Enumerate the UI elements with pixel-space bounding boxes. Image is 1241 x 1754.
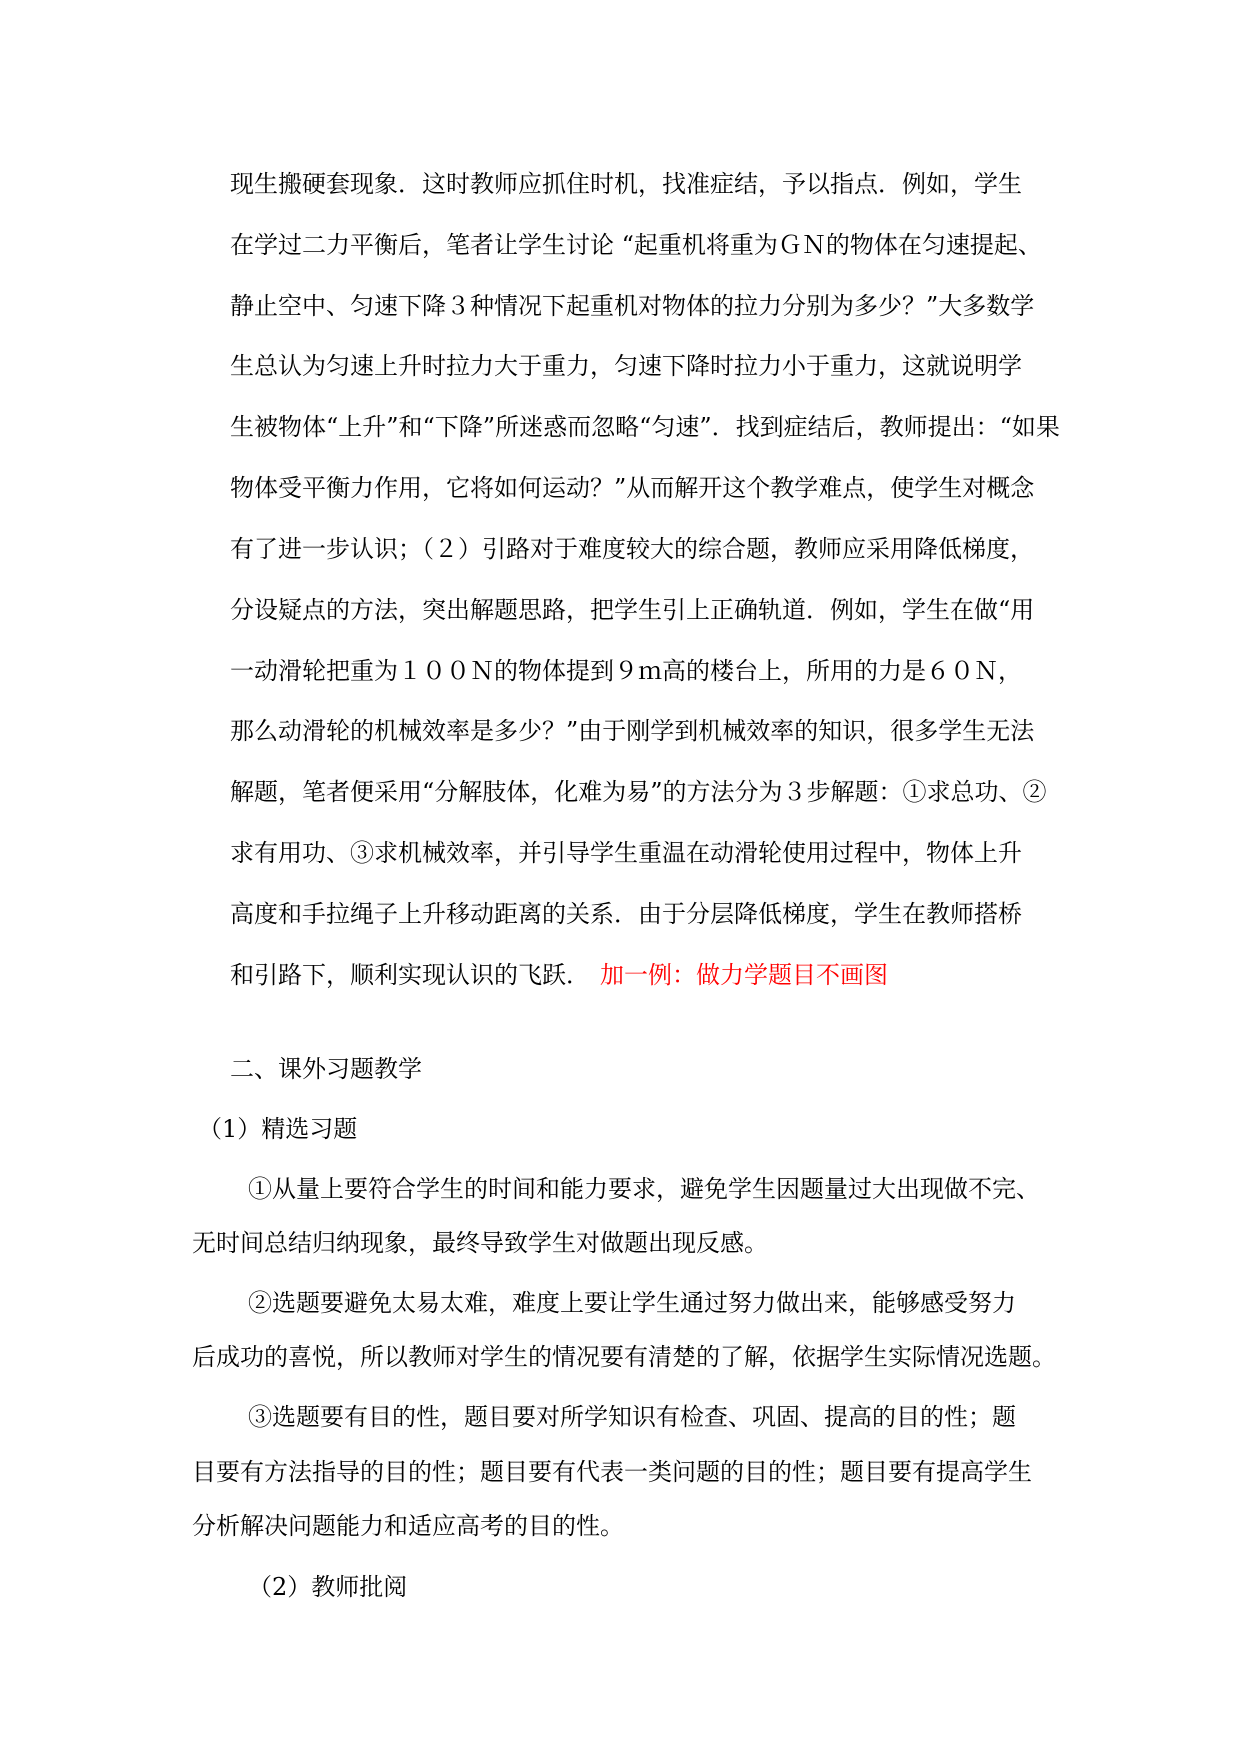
subheading-teacher-review: （2）教师批阅: [248, 1573, 408, 1601]
section-heading: 二、课外习题教学: [230, 1055, 422, 1083]
text-line: 一动滑轮把重为１００Ｎ的物体提到９ｍ高的楼台上，所用的力是６０Ｎ，: [230, 657, 1022, 685]
text-line: ①从量上要符合学生的时间和能力要求，避免学生因题量过大出现做不完、: [248, 1175, 1040, 1203]
text-line: 在学过二力平衡后，笔者让学生讨论 “起重机将重为ＧＮ的物体在匀速提起、: [230, 231, 1042, 259]
text-line: 生总认为匀速上升时拉力大于重力，匀速下降时拉力小于重力，这就说明学: [230, 352, 1022, 380]
text-line: 生被物体“上升”和“下降”所迷惑而忽略“匀速”．找到症结后，教师提出：“如果: [230, 413, 1060, 441]
text-line: ③选题要有目的性，题目要对所学知识有检查、巩固、提高的目的性；题: [248, 1403, 1016, 1431]
text-line: 静止空中、匀速下降３种情况下起重机对物体的拉力分别为多少？”大多数学: [230, 292, 1035, 320]
text-line: 目要有方法指导的目的性；题目要有代表一类问题的目的性；题目要有提高学生: [192, 1458, 1032, 1486]
text-line: 物体受平衡力作用，它将如何运动？”从而解开这个教学难点，使学生对概念: [230, 474, 1035, 502]
text-line: 现生搬硬套现象．这时教师应抓住时机，找准症结，予以指点．例如，学生: [230, 170, 1022, 198]
text-line: 解题，笔者便采用“分解肢体，化难为易”的方法分为３步解题：①求总功、②: [230, 778, 1047, 806]
text-last-line: 和引路下，顺利实现认识的飞跃．: [230, 961, 590, 989]
text-line: 分析解决问题能力和适应高考的目的性。: [192, 1512, 624, 1540]
red-annotation: 加一例：做力学题目不画图: [600, 961, 888, 989]
subheading-select-exercises: （1）精选习题: [198, 1115, 358, 1143]
text-line: 无时间总结归纳现象，最终导致学生对做题出现反感。: [192, 1229, 768, 1257]
text-line: 高度和手拉绳子上升移动距离的关系．由于分层降低梯度，学生在教师搭桥: [230, 900, 1022, 928]
text-line-last: [230, 958, 888, 992]
text-line: 那么动滑轮的机械效率是多少？”由于刚学到机械效率的知识，很多学生无法: [230, 717, 1035, 745]
text-line: ②选题要避免太易太难，难度上要让学生通过努力做出来，能够感受努力: [248, 1289, 1016, 1317]
text-line: 后成功的喜悦，所以教师对学生的情况要有清楚的了解，依据学生实际情况选题。: [192, 1343, 1056, 1371]
text-line: 求有用功、③求机械效率，并引导学生重温在动滑轮使用过程中，物体上升: [230, 839, 1022, 867]
text-line: 有了进一步认识；（２）引路对于难度较大的综合题，教师应采用降低梯度，: [230, 535, 1034, 563]
text-line: 分设疑点的方法，突出解题思路，把学生引上正确轨道．例如，学生在做“用: [230, 596, 1035, 624]
